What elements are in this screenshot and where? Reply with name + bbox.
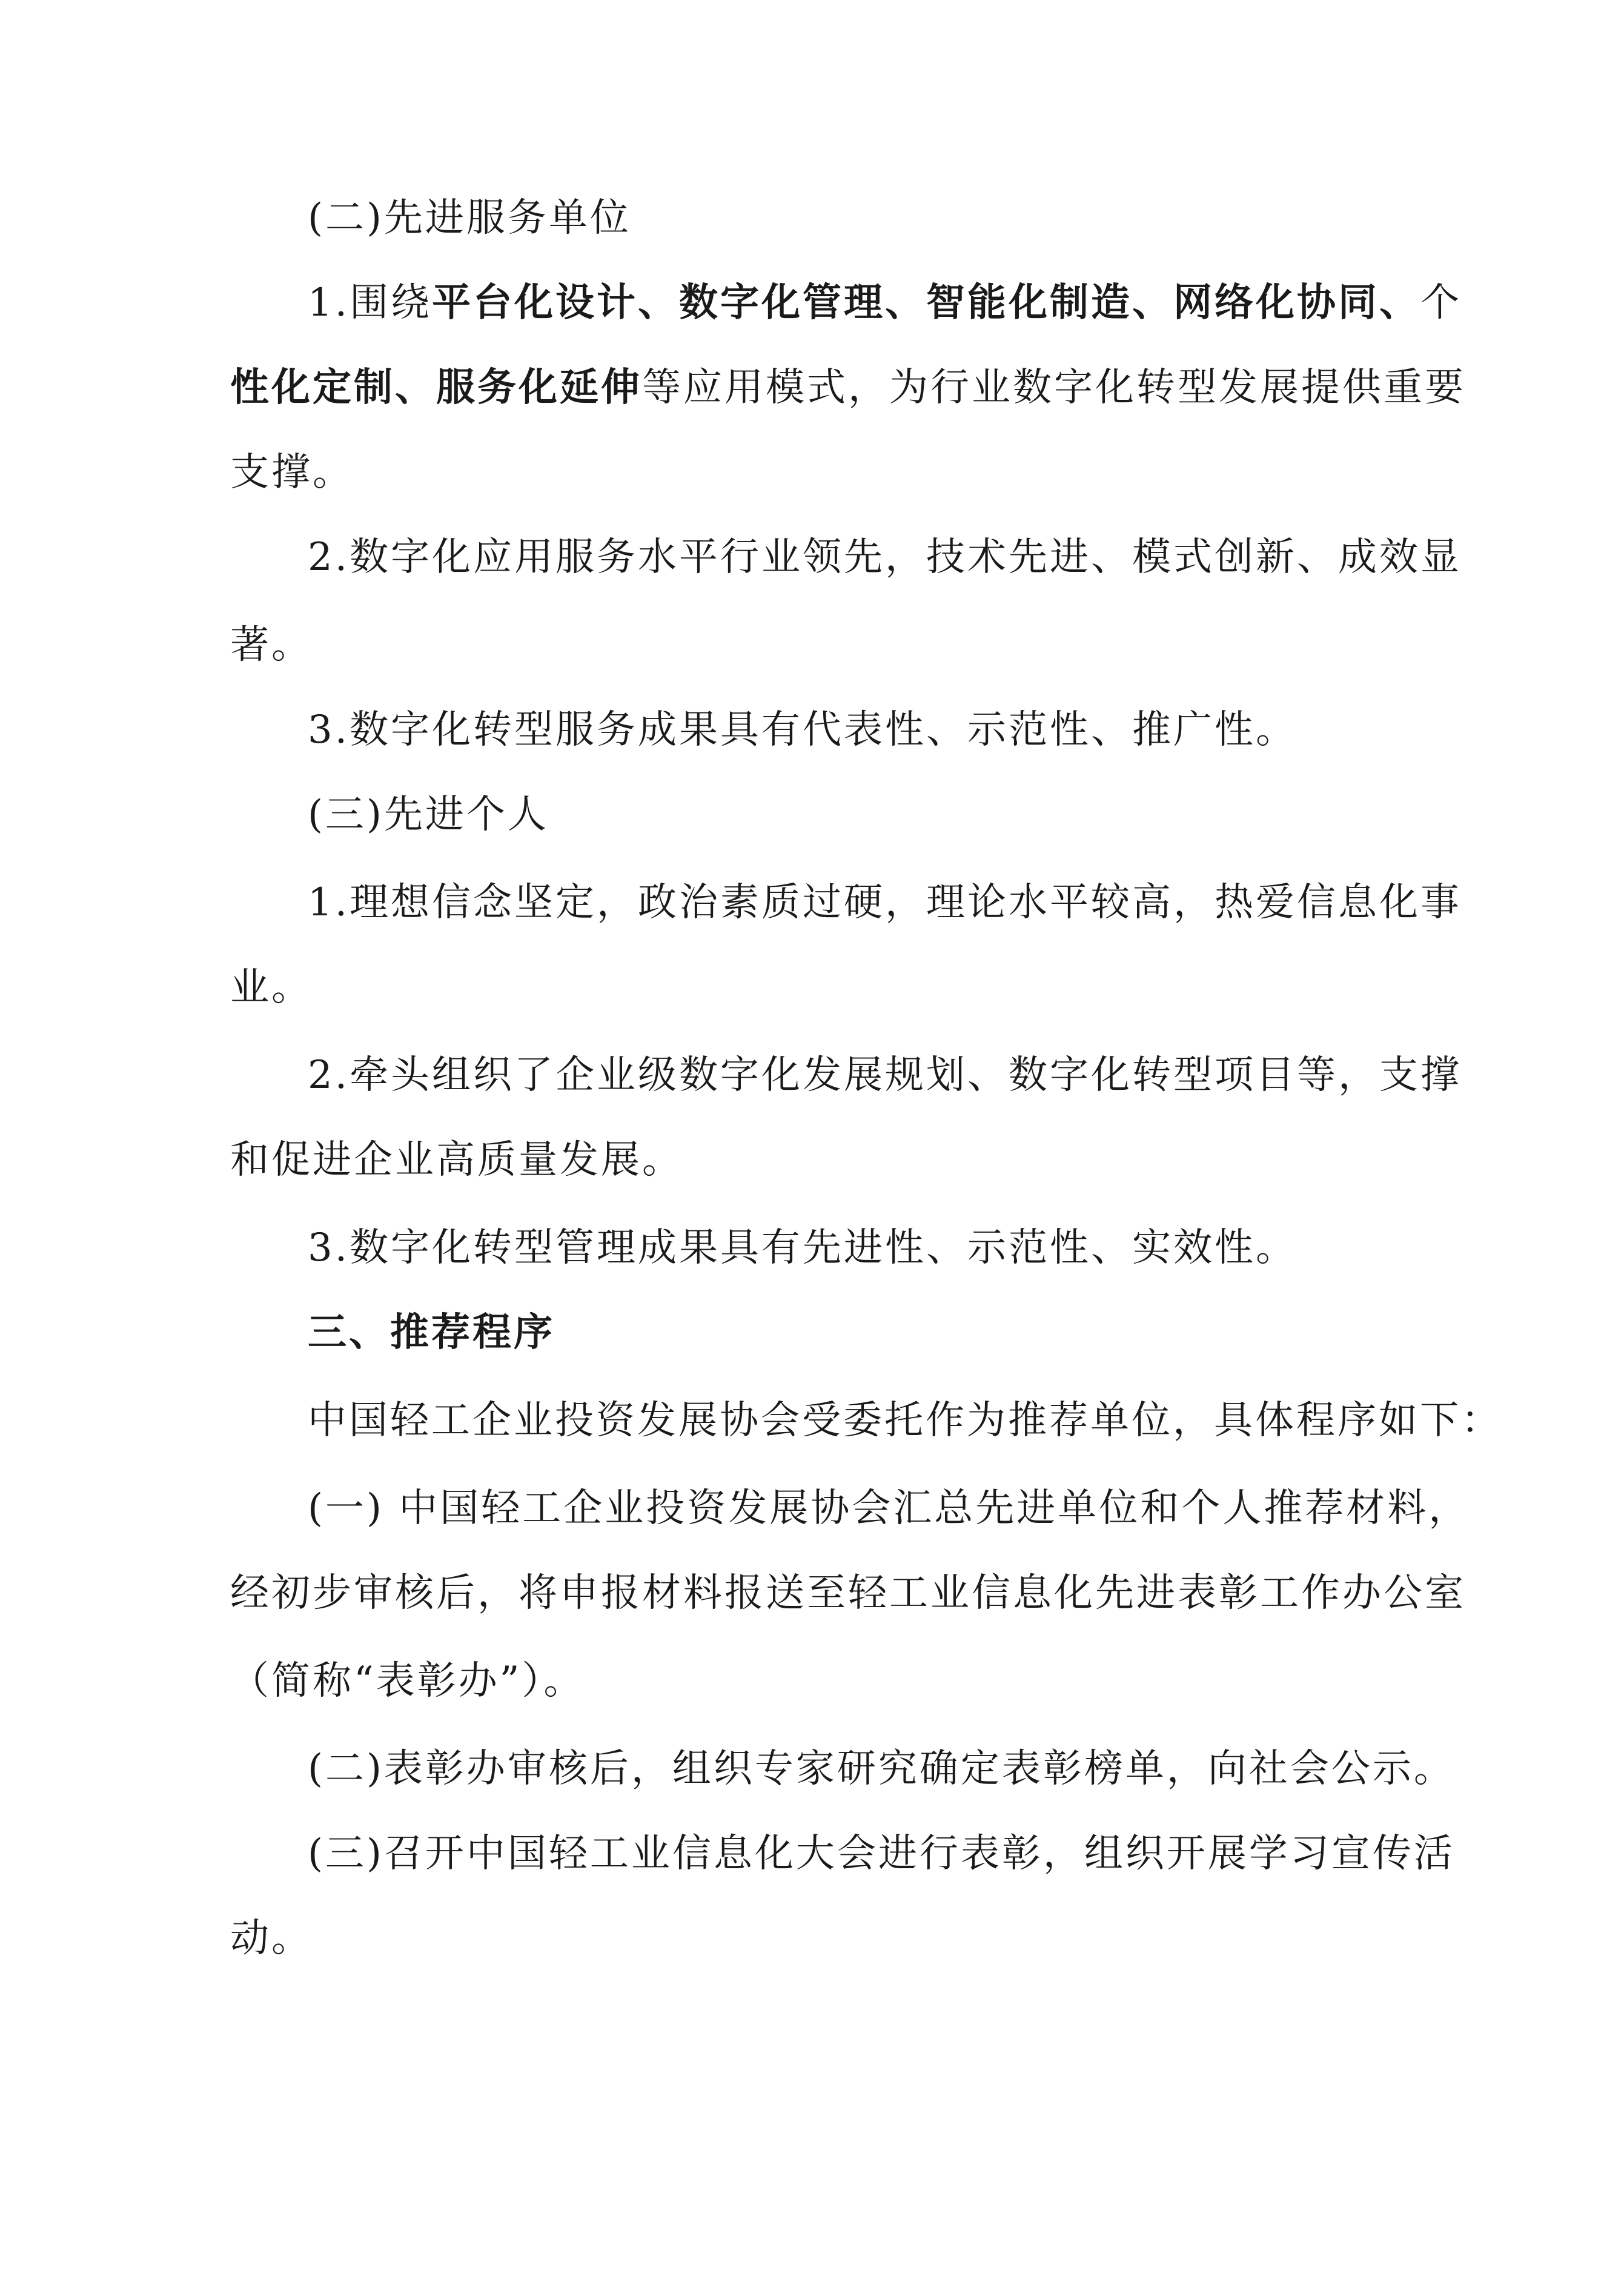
- paragraph-line: [308, 1051, 1489, 1099]
- line-text: 2.牵头组织了企业级数字化发展规划、数字化转型项目等，支撑: [308, 1053, 1462, 1098]
- paragraph-line: [308, 1484, 1489, 1533]
- paragraph-line: [230, 963, 1411, 1012]
- subsection-heading-advanced-service-units: [308, 194, 1489, 242]
- line-text: (三)先进个人: [308, 792, 549, 837]
- line-text: 著。: [230, 623, 313, 668]
- line-text: 业。: [230, 965, 313, 1010]
- line-text: 三、推荐程序: [308, 1310, 555, 1355]
- paragraph-line: [308, 1396, 1502, 1445]
- bold-text: 平台化设计、数字化管理、智能化制造、网络化协同、: [432, 280, 1421, 325]
- line-text: (三)召开中国轻工业信息化大会进行表彰，组织开展学习宣传活: [308, 1831, 1455, 1876]
- line-text: 中国轻工企业投资发展协会受委托作为推荐单位，具体程序如下：: [308, 1398, 1502, 1443]
- line-text: 经初步审核后，将申报材料报送至轻工业信息化先进表彰工作办公室: [230, 1571, 1466, 1616]
- subsection-heading-advanced-individuals: [308, 791, 1489, 839]
- paragraph-line: [230, 1136, 1411, 1184]
- line-text: 支撑。: [230, 450, 354, 495]
- line-text: 个: [1420, 280, 1462, 325]
- paragraph-line: [230, 1914, 1411, 1963]
- paragraph-line: [230, 1569, 1466, 1617]
- paragraph-line: [230, 621, 1411, 669]
- paragraph-line: [308, 706, 1489, 754]
- line-text: (一) 中国轻工企业投资发展协会汇总先进单位和个人推荐材料，: [308, 1486, 1470, 1531]
- line-text: 动。: [230, 1916, 313, 1961]
- paragraph-line: [230, 448, 1411, 497]
- paragraph-line: [230, 363, 1466, 412]
- paragraph-line: [308, 1745, 1489, 1793]
- line-text: 等应用模式，为行业数字化转型发展提供重要: [642, 365, 1466, 410]
- bold-text: 性化定制、服务化延伸: [230, 365, 642, 410]
- line-text: 3.数字化转型服务成果具有代表性、示范性、推广性。: [308, 708, 1298, 752]
- paragraph-line: [308, 1829, 1489, 1878]
- line-text: 1.围绕: [308, 280, 433, 325]
- line-text: 2.数字化应用服务水平行业领先，技术先进、模式创新、成效显: [308, 535, 1462, 580]
- line-text: （简称“表彰办”）。: [230, 1659, 585, 1703]
- line-text: 3.数字化转型管理成果具有先进性、示范性、实效性。: [308, 1225, 1298, 1270]
- paragraph-line: [308, 279, 1489, 327]
- line-text: (二)表彰办审核后，组织专家研究确定表彰榜单，向社会公示。: [308, 1746, 1455, 1791]
- line-text: (二)先进服务单位: [308, 196, 631, 240]
- section-heading-recommendation-procedure: [308, 1308, 1489, 1357]
- paragraph-line: [230, 1657, 1411, 1705]
- paragraph-line: [308, 533, 1489, 582]
- paragraph-line: [308, 878, 1489, 927]
- line-text: 1.理想信念坚定，政治素质过硬，理论水平较高，热爱信息化事: [308, 880, 1462, 925]
- line-text: 和促进企业高质量发展。: [230, 1138, 683, 1182]
- paragraph-line: [308, 1224, 1489, 1272]
